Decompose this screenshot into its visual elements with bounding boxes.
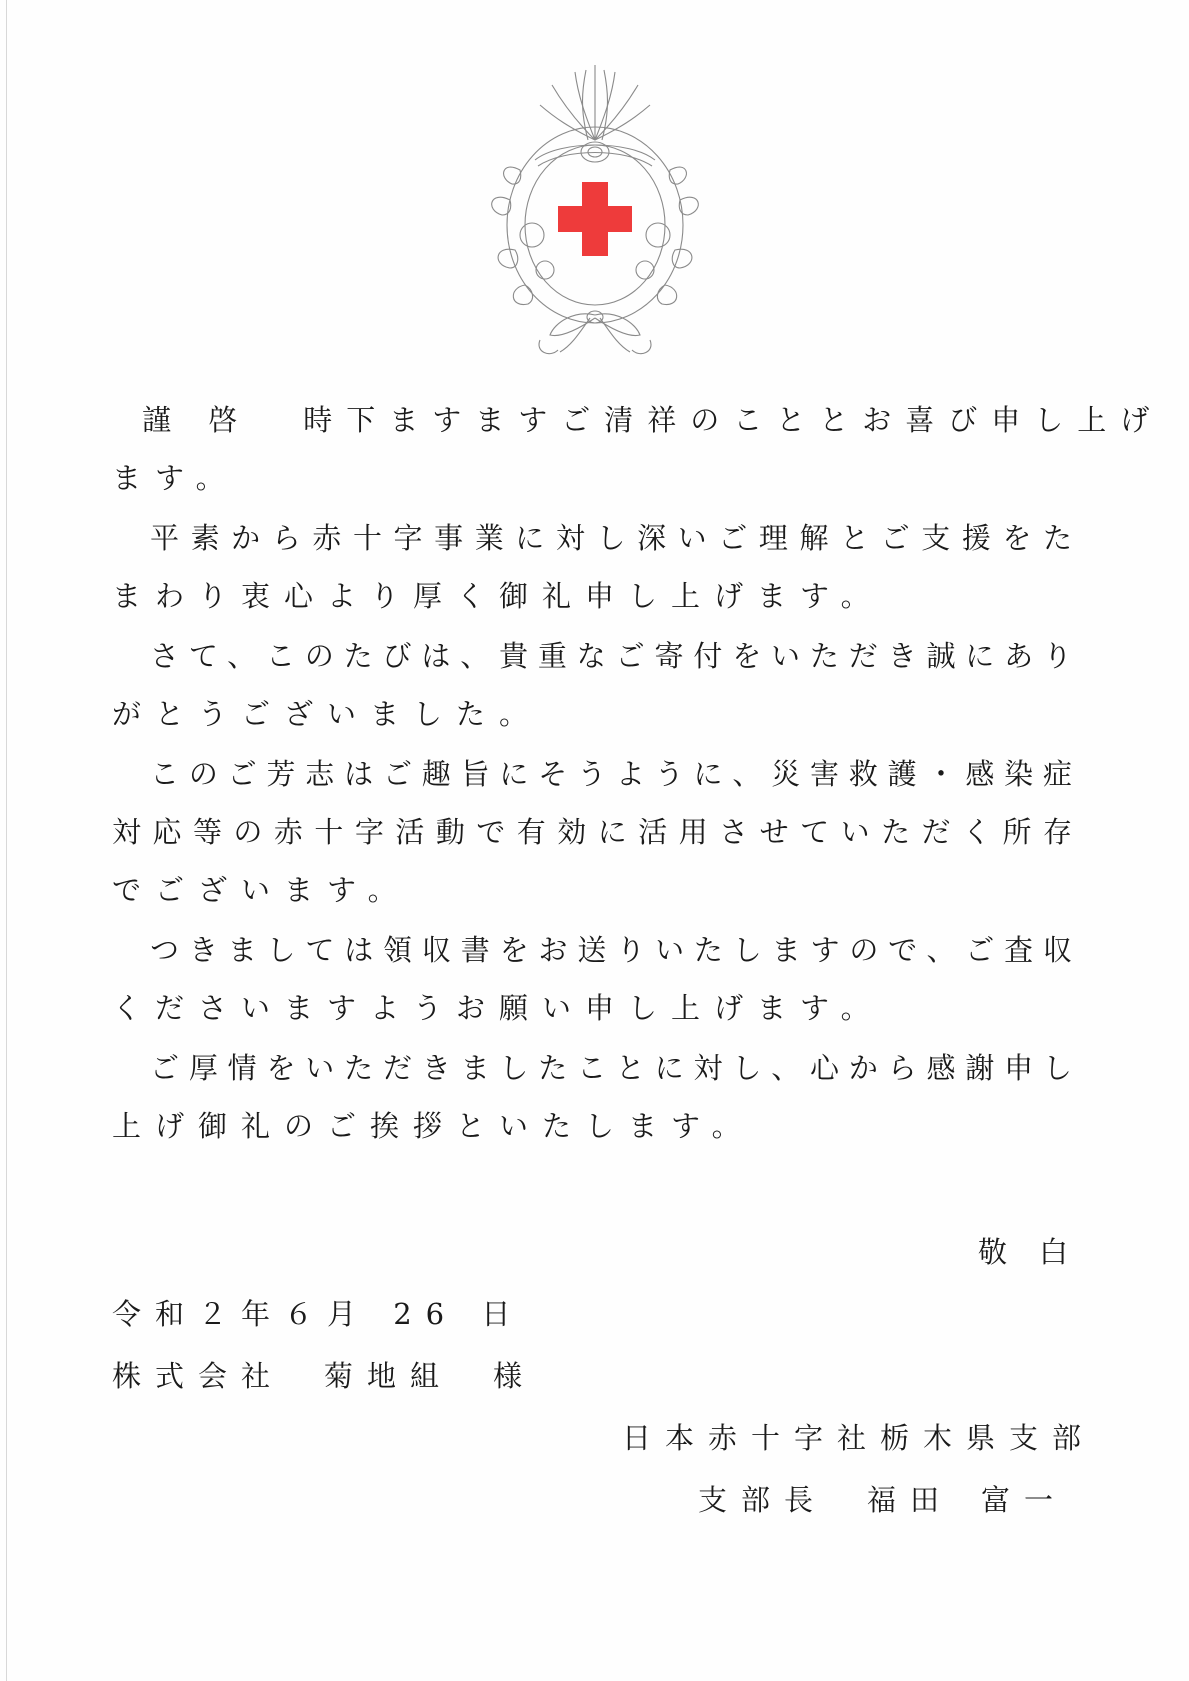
paragraph-1-line-1 xyxy=(112,400,1164,440)
paragraph-1-line-2: ます。 xyxy=(112,461,239,495)
paragraph-6-line-2: 上げ御礼のご挨拶といたします。 xyxy=(112,1109,755,1143)
paragraph-1-text: 時下ますますご清祥のこととお喜び申し上げ xyxy=(303,403,1164,437)
recipient-honorific: 様 xyxy=(493,1359,523,1393)
sender-organization: 日本赤十字社栃木県支部 xyxy=(622,1421,1096,1455)
paragraph-2-line-2: まわり衷心より厚く御礼申し上げます。 xyxy=(112,579,884,613)
sender-signatory xyxy=(698,1480,1067,1520)
sender-surname: 福田 xyxy=(867,1483,954,1517)
paragraph-3-line-1: さて、このたびは、貴重なご寄付をいただき誠にあり xyxy=(150,639,1072,673)
salutation: 謹 啓 xyxy=(142,403,252,437)
recipient-company-name: 菊地組 xyxy=(324,1359,454,1393)
paragraph-5-line-2: くださいますようお願い申し上げます。 xyxy=(112,991,884,1025)
paragraph-3-line-2: がとうございました。 xyxy=(112,697,543,731)
recipient-company-type: 株式会社 xyxy=(112,1359,285,1393)
paragraph-5-line-1: つきましては領収書をお送りいたしますので、ご査収 xyxy=(150,933,1072,967)
paragraph-6-line-1: ご厚情をいただきましたことに対し、心から感謝申し xyxy=(150,1051,1072,1085)
recipient xyxy=(112,1356,522,1396)
letter-date: 令和２年６月 26 日 xyxy=(112,1297,525,1331)
red-cross-icon xyxy=(558,182,632,256)
sender-given-name: 富一 xyxy=(981,1483,1068,1517)
red-cross-emblem xyxy=(480,60,710,360)
paragraph-4-line-2: 対応等の赤十字活動で有効に活用させていただく所存 xyxy=(112,815,1072,849)
paragraph-4-line-3: でございます。 xyxy=(112,873,411,907)
paragraph-2-line-1: 平素から赤十字事業に対し深いご理解とご支援をた xyxy=(150,521,1072,555)
sender-title: 支部長 xyxy=(698,1483,828,1517)
closing-keihaku: 敬白 xyxy=(978,1235,1068,1269)
paragraph-4-line-1: このご芳志はご趣旨にそうように、災害救護・感染症 xyxy=(150,757,1072,791)
scan-edge-divider xyxy=(6,0,7,1681)
